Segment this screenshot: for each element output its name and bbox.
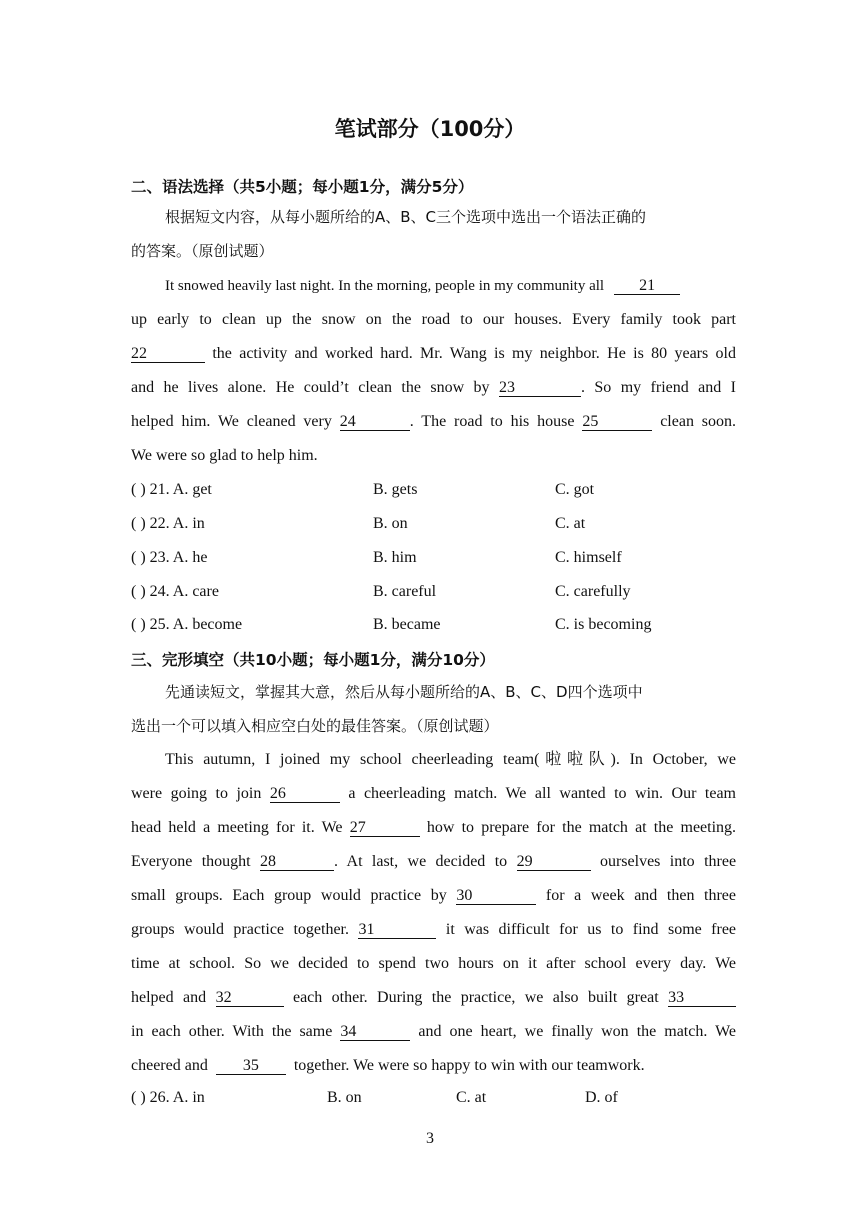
passage-text: It snowed heavily last night. In the morning, people in my community all — [165, 278, 605, 294]
passage-text: the activity and worked hard. Mr. Wang is my neighbor. He is 80 years old — [212, 345, 737, 362]
option-c: C. got — [555, 481, 595, 498]
passage-text: for a week and then three — [545, 887, 737, 904]
passage-text: ourselves into three — [599, 853, 737, 870]
question-number: ( ) 23. A. he — [131, 549, 208, 566]
grammar-instructions — [131, 200, 736, 268]
blank-30: 30 — [456, 887, 536, 905]
question-number: ( ) 22. A. in — [131, 515, 205, 532]
passage-line — [131, 1049, 736, 1083]
passage-text: how to prepare for the match at the meeting. — [426, 819, 737, 836]
passage-text: and he lives alone. He could’t clean the snow by — [131, 379, 490, 396]
option-b: B. careful — [373, 583, 437, 600]
blank-33: 33 — [668, 989, 736, 1007]
question-25 — [131, 608, 751, 642]
instruction-line: 选出一个可以填入相应空白处的最佳答案。（原创试题） — [131, 717, 499, 735]
passage-line — [131, 269, 736, 303]
passage-text: Everyone thought — [131, 853, 251, 870]
passage-line — [131, 879, 736, 913]
option-c: C. carefully — [555, 583, 631, 600]
question-number: ( ) 26. A. in — [131, 1089, 205, 1106]
passage-line — [131, 405, 736, 439]
passage-text: . At last, we decided to — [334, 853, 508, 870]
passage-text: groups would practice together. — [131, 921, 349, 938]
passage-line — [131, 981, 736, 1015]
passage-text: it was difficult for us to find some free — [445, 921, 737, 938]
grammar-passage — [131, 269, 736, 473]
option-c: C. is becoming — [555, 616, 652, 633]
passage-text: a cheerleading match. We all wanted to win. Our team — [348, 785, 737, 802]
option-b: B. on — [327, 1089, 362, 1106]
option-c: C. himself — [555, 549, 622, 566]
passage-text: . The road to his house — [409, 413, 575, 430]
passage-text: head held a meeting for it. We — [131, 819, 343, 836]
passage-line: up early to clean up the snow on the road to our houses. Every family took part — [131, 311, 736, 328]
blank-21: 21 — [614, 277, 680, 295]
blank-28: 28 — [260, 853, 334, 871]
passage-text: each other. During the practice, we also built great — [292, 989, 659, 1006]
question-21 — [131, 473, 751, 507]
instruction-line: 先通读短文，掌握其大意，然后从每小题所给的A、B、C、D四个选项中 — [165, 683, 643, 701]
question-22 — [131, 507, 751, 541]
blank-27: 27 — [350, 819, 420, 837]
question-24 — [131, 575, 751, 609]
passage-text: small groups. Each group would practice by — [131, 887, 447, 904]
passage-line: This autumn, I joined my school cheerleading team(啦啦队). In October, we — [165, 751, 736, 768]
page-title: 笔试部分（100分） — [334, 117, 526, 141]
instruction-line: 的答案。（原创试题） — [131, 242, 274, 260]
section-heading-cloze: 三、完形填空（共10小题；每小题1分，满分10分） — [131, 651, 495, 669]
passage-line — [131, 371, 736, 405]
passage-line — [131, 811, 736, 845]
question-23 — [131, 541, 751, 575]
option-d: D. of — [585, 1089, 618, 1106]
instruction-line: 根据短文内容，从每小题所给的A、B、C三个选项中选出一个语法正确的 — [165, 208, 647, 226]
passage-line — [131, 777, 736, 811]
option-b: B. became — [373, 616, 441, 633]
blank-23: 23 — [499, 379, 581, 397]
passage-text: were going to join — [131, 785, 262, 802]
option-b: B. him — [373, 549, 417, 566]
question-number: ( ) 21. A. get — [131, 481, 212, 498]
section-heading-grammar: 二、语法选择（共5小题；每小题1分，满分5分） — [131, 178, 474, 196]
passage-text: cheered and — [131, 1057, 208, 1074]
question-26 — [131, 1081, 751, 1115]
passage-line — [131, 1015, 736, 1049]
blank-25: 25 — [582, 413, 652, 431]
passage-line — [131, 337, 736, 371]
passage-line: We were so glad to help him. — [131, 447, 318, 464]
passage-text: helped and — [131, 989, 207, 1006]
option-b: B. gets — [373, 481, 418, 498]
option-c: C. at — [555, 515, 586, 532]
blank-22: 22 — [131, 345, 205, 363]
passage-line — [131, 845, 736, 879]
blank-35: 35 — [216, 1057, 286, 1075]
option-b: B. on — [373, 515, 408, 532]
blank-32: 32 — [216, 989, 284, 1007]
passage-text: helped him. We cleaned very — [131, 413, 332, 430]
passage-text: in each other. With the same — [131, 1023, 333, 1040]
cloze-passage — [131, 743, 736, 1083]
option-c: C. at — [456, 1089, 487, 1106]
passage-line: time at school. So we decided to spend two hours on it after school every day. We — [131, 955, 736, 972]
page-number: 3 — [426, 1130, 434, 1147]
question-number: ( ) 25. A. become — [131, 616, 243, 633]
passage-text: clean soon. — [660, 413, 737, 430]
passage-text: . So my friend and I — [580, 379, 737, 396]
blank-26: 26 — [270, 785, 340, 803]
blank-29: 29 — [517, 853, 591, 871]
question-number: ( ) 24. A. care — [131, 583, 219, 600]
cloze-instructions — [131, 675, 736, 743]
blank-31: 31 — [358, 921, 436, 939]
passage-text: together. We were so happy to win with our teamwork. — [293, 1057, 645, 1074]
blank-34: 34 — [340, 1023, 410, 1041]
passage-text: and one heart, we finally won the match. We — [418, 1023, 737, 1040]
passage-line — [131, 913, 736, 947]
blank-24: 24 — [340, 413, 410, 431]
